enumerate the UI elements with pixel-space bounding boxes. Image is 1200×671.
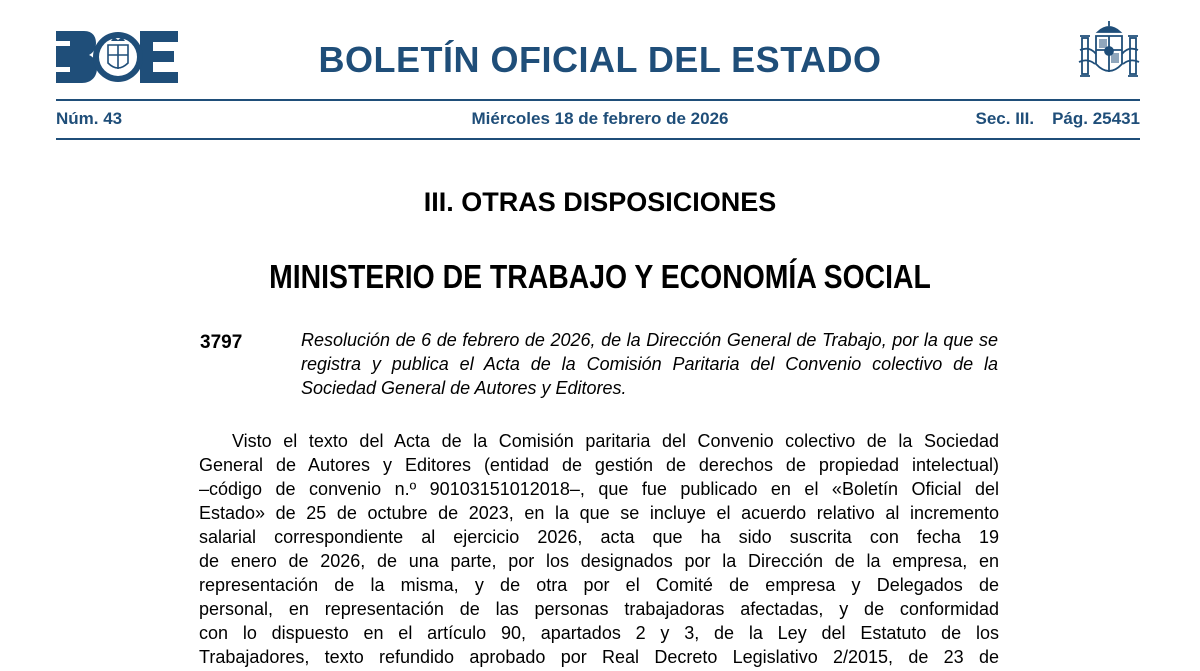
body-line: de enero de 2026, de una parte, por los designados por la Dirección de la empresa, en: [199, 551, 999, 571]
masthead-title: BOLETÍN OFICIAL DEL ESTADO: [318, 39, 882, 80]
body-line: Estado» de 25 de octubre de 2023, en la que se incluye el acuerdo relativo al incremento: [199, 503, 999, 523]
header-rule-top: [56, 99, 1140, 101]
section-label: Sec. III.: [975, 109, 1035, 128]
page-number: Pág. 25431: [1052, 109, 1140, 128]
section-title: III. OTRAS DISPOSICIONES: [423, 187, 777, 217]
body-paragraph: [199, 429, 999, 669]
body-line: –código de convenio n.º 90103151012018–, que fue publicado en el «Boletín Oficial del: [199, 479, 999, 499]
publication-date: Miércoles 18 de febrero de 2026: [471, 109, 729, 128]
body-line: personal, en representación de las personas trabajadoras afectadas, y de conformidad: [199, 599, 999, 619]
disposition-number: 3797: [200, 332, 243, 353]
body-line: con lo dispuesto en el artículo 90, apartados 2 y 3, de la Ley del Estatuto de los: [199, 623, 999, 643]
ministry-title: MINISTERIO DE TRABAJO Y ECONOMÍA SOCIAL: [269, 258, 931, 295]
body-line: Visto el texto del Acta de la Comisión paritaria del Convenio colectivo de la Sociedad: [232, 431, 999, 451]
bulletin-number: Núm. 43: [56, 109, 123, 128]
coat-of-arms-icon: [1078, 20, 1140, 86]
body-line: General de Autores y Editores (entidad de gestión de derechos de propiedad intelectual): [199, 455, 999, 475]
header-rule-bottom: [56, 138, 1140, 140]
body-line: salarial correspondiente al ejercicio 2026, acta que ha sido suscrita con fecha 19: [199, 527, 999, 547]
body-line: Trabajadores, texto refundido aprobado por Real Decreto Legislativo 2/2015, de 23 de: [199, 647, 999, 667]
disposition-title: Resolución de 6 de febrero de 2026, de la Dirección General de Trabajo, por la que se registra y publica el Acta de la Comisión Paritaria del Convenio colectivo de la Sociedad General de Autores y Editores.: [301, 330, 998, 398]
body-line: representación de la misma, y de otra por el Comité de empresa y Delegados de: [199, 575, 999, 595]
section-page: [976, 108, 1141, 130]
